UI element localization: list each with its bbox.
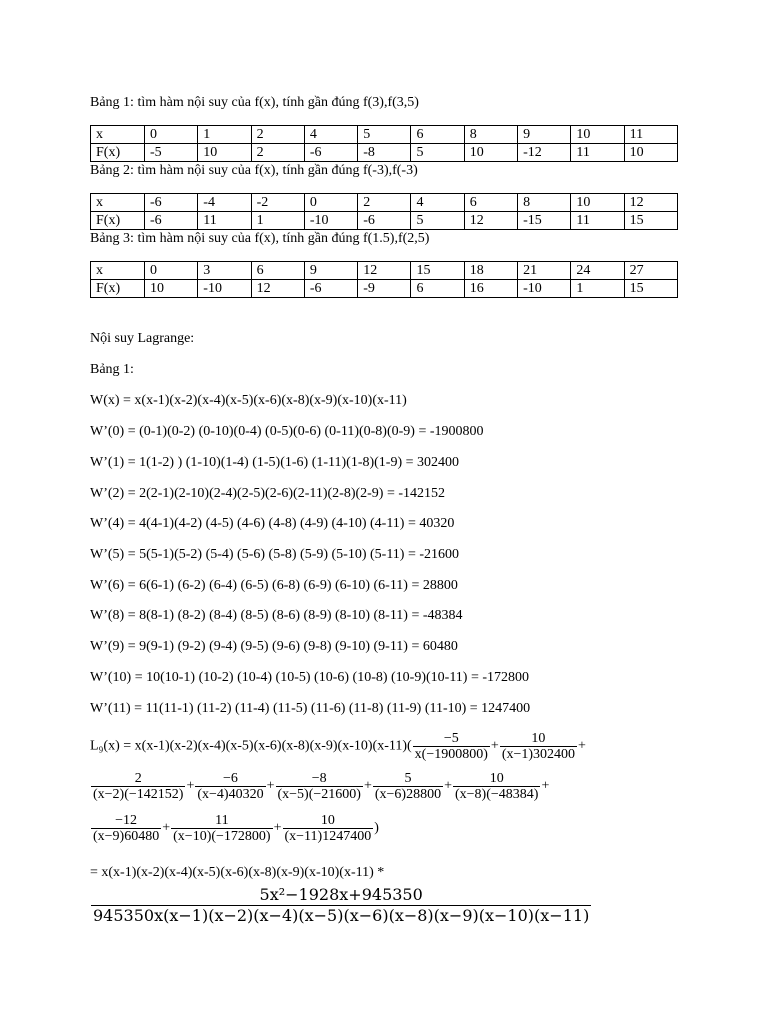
table-cell: 11 bbox=[624, 126, 677, 144]
lagrange-term: $\frac{2}{(x-2)(-142152)}$ bbox=[93, 771, 184, 802]
lagrange-term: $\frac{11}{(x-10)(-172800)}$ bbox=[173, 813, 271, 844]
derivative-line: W’(9) = 9(9-1) (9-2) (9-4) (9-5) (9-6) (9-8) (9-10) (9-11) = 60480 bbox=[90, 639, 458, 654]
table-cell: -12 bbox=[518, 144, 571, 162]
table-fx-row bbox=[91, 280, 678, 298]
derivative-line: W’(0) = (0-1)(0-2) (0-10)(0-4) (0-5)(0-6) (0-11)(0-8)(0-9) = -1900800 bbox=[90, 424, 484, 439]
derivative-line: W’(2) = 2(2-1)(2-10)(2-4)(2-5)(2-6)(2-11)(2-8)(2-9) = -142152 bbox=[90, 486, 446, 501]
lagrange-term: $\frac{-12}{(x-9)60480}$ bbox=[93, 813, 160, 844]
result-numerator: 5x²−1928x+945350 bbox=[259, 885, 423, 904]
table-3 bbox=[90, 261, 678, 298]
table-cell: 18 bbox=[464, 262, 517, 280]
table-cell: 10 bbox=[198, 144, 251, 162]
lagrange-term: $\frac{10}{(x-11)1247400}$ bbox=[284, 813, 372, 844]
table-cell: -8 bbox=[358, 144, 411, 162]
result-line: = x(x-1)(x-2)(x-4)(x-5)(x-6)(x-8)(x-9)(x-10)(x-11) * bbox=[90, 865, 385, 880]
lagrange-row-3: $\frac{-12}{(x-9)60480}$ + $\frac{11}{(x-10)(-172800)}$ + $\frac{10}{(x-11)1247400}$ ) bbox=[93, 813, 379, 844]
row-label: F(x) bbox=[91, 212, 145, 230]
table-cell: -15 bbox=[518, 212, 571, 230]
result-fraction bbox=[91, 885, 591, 926]
lagrange-row-2: $\frac{2}{(x-2)(-142152)}$ + $\frac{-6}{(x-4)40320}$ + $\frac{-8}{(x-5)(-21600)}$ + $\frac{5}{(x-6)28800}$ + $\frac{10}{(x-8)(-48384)}$ + bbox=[93, 771, 550, 802]
table-cell: 1 bbox=[198, 126, 251, 144]
result-denominator: 945350x(x−1)(x−2)(x−4)(x−5)(x−6)(x−8)(x−9)(x−10)(x−11) bbox=[93, 906, 590, 925]
table-cell: -2 bbox=[251, 194, 304, 212]
table-cell: 2 bbox=[251, 126, 304, 144]
table-cell: 21 bbox=[518, 262, 571, 280]
table-cell: -6 bbox=[358, 212, 411, 230]
table-cell: 12 bbox=[624, 194, 677, 212]
lagrange-term: $\frac{-6}{(x-4)40320}$ bbox=[197, 771, 264, 802]
table-1 bbox=[90, 125, 678, 162]
table-cell: 16 bbox=[464, 280, 517, 298]
table-cell: 12 bbox=[464, 212, 517, 230]
lagrange-term: $\frac{-8}{(x-5)(-21600)}$ bbox=[277, 771, 361, 802]
table-cell: 5 bbox=[411, 144, 464, 162]
table-x-row bbox=[91, 194, 678, 212]
lagrange-row-1: L₉(x) = x(x-1)(x-2)(x-4)(x-5)(x-6)(x-8)(x-9)(x-10)(x-11)( $\frac{-5}{x(-1900800)}$ + $\frac{10}{(x-1)302400}$ + bbox=[90, 731, 586, 762]
lagrange-term: $\frac{10}{(x-1)302400}$ bbox=[501, 731, 576, 762]
table-cell: 5 bbox=[358, 126, 411, 144]
table-cell: 10 bbox=[571, 194, 624, 212]
table-cell: -6 bbox=[304, 144, 357, 162]
section-title: Nội suy Lagrange: bbox=[90, 331, 195, 346]
derivative-line: W’(8) = 8(8-1) (8-2) (8-4) (8-5) (8-6) (8-9) (8-10) (8-11) = -48384 bbox=[90, 608, 463, 623]
table-x-row bbox=[91, 126, 678, 144]
table-x-row bbox=[91, 262, 678, 280]
derivative-line: W’(4) = 4(4-1)(4-2) (4-5) (4-6) (4-8) (4-9) (4-10) (4-11) = 40320 bbox=[90, 516, 455, 531]
lagrange-term: $\frac{5}{(x-6)28800}$ bbox=[374, 771, 442, 802]
table-cell: 9 bbox=[518, 126, 571, 144]
table-cell: 6 bbox=[411, 126, 464, 144]
table-cell: -4 bbox=[198, 194, 251, 212]
table-cell: 1 bbox=[571, 280, 624, 298]
table-cell: 10 bbox=[571, 126, 624, 144]
table-2 bbox=[90, 193, 678, 230]
lagrange-term: $\frac{-5}{x(-1900800)}$ bbox=[414, 731, 488, 762]
lagrange-suffix: ) bbox=[374, 820, 379, 836]
table-cell: -10 bbox=[518, 280, 571, 298]
table-cell: 9 bbox=[304, 262, 357, 280]
table-cell: 4 bbox=[304, 126, 357, 144]
table-cell: 6 bbox=[251, 262, 304, 280]
table-cell: -6 bbox=[145, 194, 198, 212]
table-cell: -6 bbox=[145, 212, 198, 230]
row-label: x bbox=[91, 126, 145, 144]
table-cell: 8 bbox=[518, 194, 571, 212]
table-cell: 12 bbox=[358, 262, 411, 280]
table-cell: 15 bbox=[624, 212, 677, 230]
result-fraction-row bbox=[90, 885, 592, 926]
lagrange-prefix: L₉(x) = x(x-1)(x-2)(x-4)(x-5)(x-6)(x-8)(x-9)(x-10)(x-11)( bbox=[90, 738, 412, 754]
table-cell: 11 bbox=[571, 212, 624, 230]
table-cell: 8 bbox=[464, 126, 517, 144]
table-2-caption: Bảng 2: tìm hàm nội suy của f(x), tính gần đúng f(-3),f(-3) bbox=[90, 163, 418, 178]
row-label: F(x) bbox=[91, 280, 145, 298]
table-cell: 10 bbox=[464, 144, 517, 162]
table-cell: 15 bbox=[411, 262, 464, 280]
lagrange-term: $\frac{10}{(x-8)(-48384)}$ bbox=[455, 771, 539, 802]
table-cell: 5 bbox=[411, 212, 464, 230]
table-cell: -9 bbox=[358, 280, 411, 298]
table-cell: -10 bbox=[198, 280, 251, 298]
table-cell: 24 bbox=[571, 262, 624, 280]
derivative-line: W’(6) = 6(6-1) (6-2) (6-4) (6-5) (6-8) (6-9) (6-10) (6-11) = 28800 bbox=[90, 578, 458, 593]
table-cell: 11 bbox=[571, 144, 624, 162]
table-cell: -5 bbox=[145, 144, 198, 162]
row-label: x bbox=[91, 262, 145, 280]
table-cell: 15 bbox=[624, 280, 677, 298]
table-cell: 10 bbox=[624, 144, 677, 162]
derivative-line: W’(5) = 5(5-1)(5-2) (5-4) (5-6) (5-8) (5-9) (5-10) (5-11) = -21600 bbox=[90, 547, 460, 562]
table-cell: 6 bbox=[411, 280, 464, 298]
table-cell: 27 bbox=[624, 262, 677, 280]
table-fx-row bbox=[91, 144, 678, 162]
derivative-line: W’(10) = 10(10-1) (10-2) (10-4) (10-5) (10-6) (10-8) (10-9)(10-11) = -172800 bbox=[90, 670, 530, 685]
row-label: x bbox=[91, 194, 145, 212]
table-cell: 0 bbox=[145, 262, 198, 280]
table-cell: 0 bbox=[304, 194, 357, 212]
table-cell: 12 bbox=[251, 280, 304, 298]
table-cell: 2 bbox=[358, 194, 411, 212]
table-cell: 4 bbox=[411, 194, 464, 212]
table-cell: 2 bbox=[251, 144, 304, 162]
table-cell: 11 bbox=[198, 212, 251, 230]
table-cell: 6 bbox=[464, 194, 517, 212]
table-cell: 1 bbox=[251, 212, 304, 230]
table-cell: 10 bbox=[145, 280, 198, 298]
subsection-title: Bảng 1: bbox=[90, 362, 134, 377]
w-definition: W(x) = x(x-1)(x-2)(x-4)(x-5)(x-6)(x-8)(x-9)(x-10)(x-11) bbox=[90, 393, 407, 408]
derivative-line: W’(1) = 1(1-2) ) (1-10)(1-4) (1-5)(1-6) (1-11)(1-8)(1-9) = 302400 bbox=[90, 455, 460, 470]
table-cell: 3 bbox=[198, 262, 251, 280]
table-cell: -10 bbox=[304, 212, 357, 230]
table-cell: 0 bbox=[145, 126, 198, 144]
derivative-line: W’(11) = 11(11-1) (11-2) (11-4) (11-5) (11-6) (11-8) (11-9) (11-10) = 1247400 bbox=[90, 701, 531, 716]
row-label: F(x) bbox=[91, 144, 145, 162]
table-fx-row bbox=[91, 212, 678, 230]
table-1-caption: Bảng 1: tìm hàm nội suy của f(x), tính gần đúng f(3),f(3,5) bbox=[90, 95, 419, 110]
table-3-caption: Bảng 3: tìm hàm nội suy của f(x), tính gần đúng f(1.5),f(2,5) bbox=[90, 231, 430, 246]
table-cell: -6 bbox=[304, 280, 357, 298]
